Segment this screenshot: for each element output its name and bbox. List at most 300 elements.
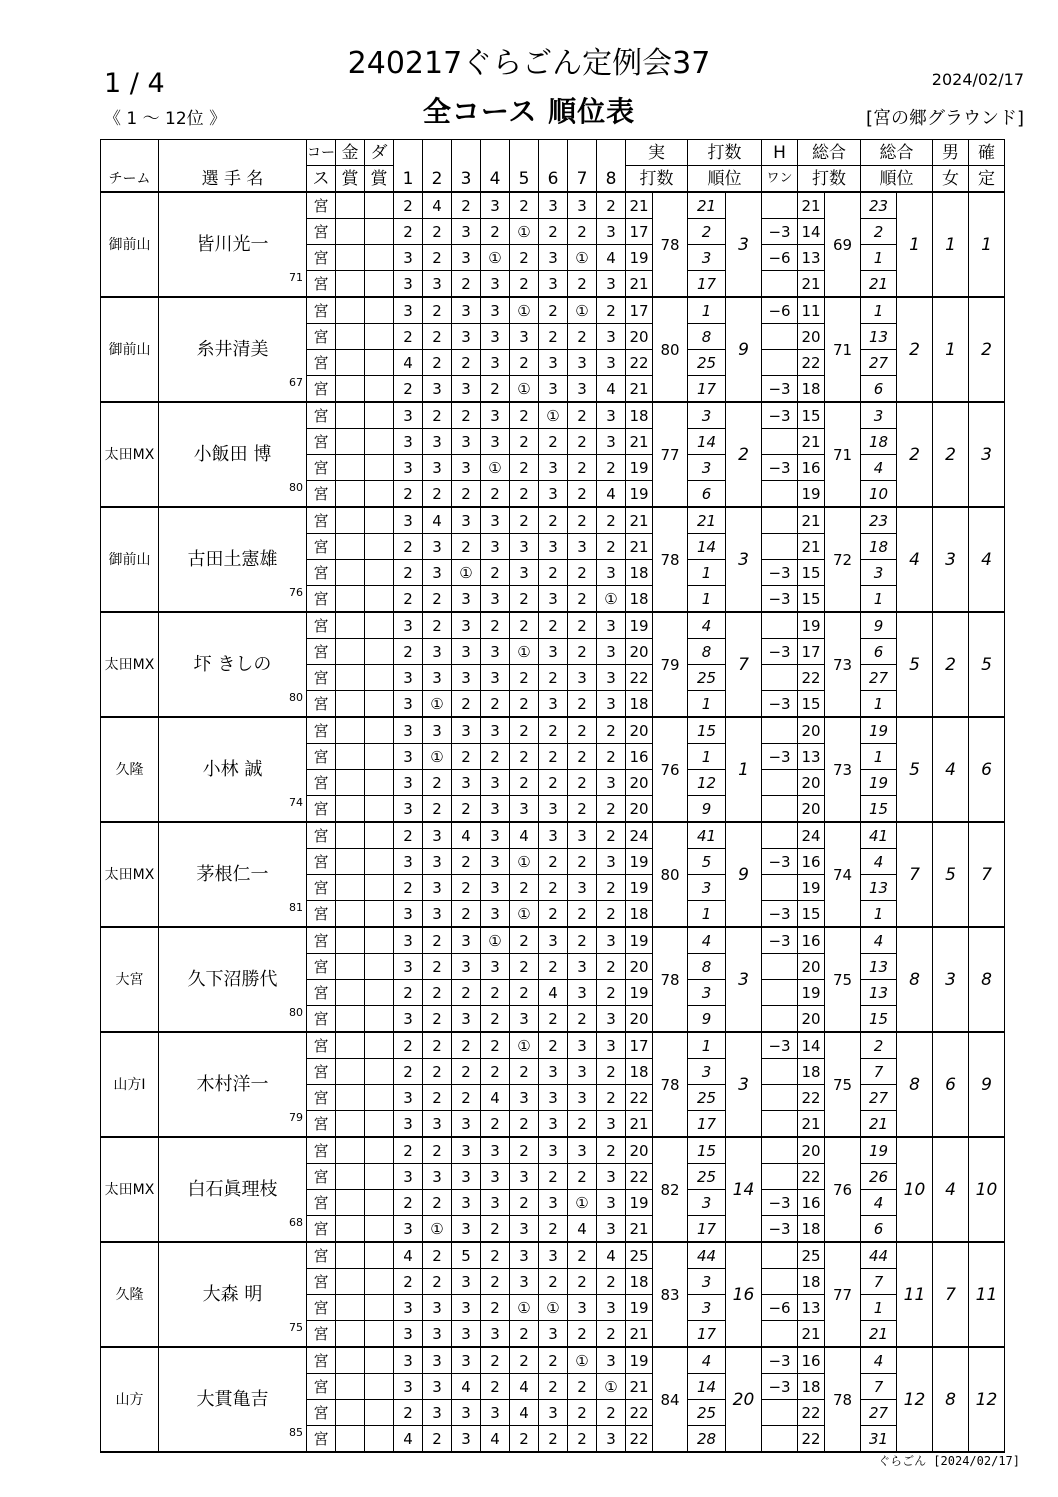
header-course-top: コー xyxy=(307,140,336,166)
stroke-rank: 7 xyxy=(726,612,762,717)
course-cell: 宮 xyxy=(307,901,336,928)
da-prize-cell xyxy=(365,1242,394,1269)
hole-score: 2 xyxy=(481,1295,510,1321)
da-prize-cell xyxy=(365,691,394,718)
hole-score: 3 xyxy=(394,1085,423,1111)
hole-score: 3 xyxy=(481,770,510,796)
player-name: 大貫亀吉 xyxy=(196,1388,269,1410)
round-total-rank: 1 xyxy=(861,744,897,770)
hole-score: ① xyxy=(510,1032,539,1059)
footer-credit: ぐらごん [2024/02/17] xyxy=(878,1454,1020,1468)
hole-score: 4 xyxy=(452,1374,481,1400)
header-total-bot: 打数 xyxy=(798,166,861,193)
course-cell: 宮 xyxy=(307,1295,336,1321)
da-prize-cell xyxy=(365,1006,394,1033)
hole-score: 3 xyxy=(394,1216,423,1243)
hole-score: 2 xyxy=(481,744,510,770)
da-prize-cell xyxy=(365,1216,394,1243)
round-sum: 21 xyxy=(626,1321,653,1348)
hole-score: 3 xyxy=(394,1164,423,1190)
round-total: 22 xyxy=(798,1085,825,1111)
hole-score: 2 xyxy=(568,1400,597,1426)
hole-score: 2 xyxy=(394,219,423,245)
rank-range: 《 1 〜 12位 》 xyxy=(104,109,227,129)
header-trank-bot: 順位 xyxy=(861,166,933,193)
hole-in-one: −3 xyxy=(762,744,798,770)
round-sum: 19 xyxy=(626,245,653,271)
hole-score: 2 xyxy=(597,1137,626,1164)
header-hole-5: 5 xyxy=(510,140,539,193)
round-sum: 16 xyxy=(626,744,653,770)
hole-score: 2 xyxy=(510,612,539,639)
hole-in-one: −3 xyxy=(762,586,798,613)
da-prize-cell xyxy=(365,875,394,901)
hole-score: 3 xyxy=(597,665,626,691)
round-rank: 17 xyxy=(688,376,726,403)
round-total: 20 xyxy=(798,1137,825,1164)
round-total: 20 xyxy=(798,796,825,823)
round-rank: 3 xyxy=(688,980,726,1006)
hole-score: 2 xyxy=(423,586,452,613)
hole-score: 3 xyxy=(539,376,568,403)
header-final-top: 確 xyxy=(969,140,1005,166)
hole-score: 2 xyxy=(597,192,626,219)
hole-in-one: −3 xyxy=(762,927,798,954)
hole-score: 3 xyxy=(597,927,626,954)
hole-score: 2 xyxy=(481,219,510,245)
hole-score: 2 xyxy=(394,639,423,665)
final-rank: 7 xyxy=(969,822,1005,927)
da-prize-cell xyxy=(365,245,394,271)
hole-score: 2 xyxy=(510,927,539,954)
hole-score: 3 xyxy=(423,429,452,455)
total-strokes: 72 xyxy=(825,507,861,612)
hole-score: 3 xyxy=(394,1295,423,1321)
round-total-rank: 1 xyxy=(861,691,897,718)
hole-score: 2 xyxy=(568,429,597,455)
hole-score: 3 xyxy=(394,271,423,298)
gold-prize-cell xyxy=(336,1347,365,1374)
round-total-rank: 19 xyxy=(861,770,897,796)
gold-prize-cell xyxy=(336,1059,365,1085)
total-rank: 12 xyxy=(897,1347,933,1452)
hole-score: 3 xyxy=(394,744,423,770)
round-rank: 3 xyxy=(688,1269,726,1295)
da-prize-cell xyxy=(365,901,394,928)
header-hole-1: 1 xyxy=(394,140,423,193)
course-cell: 宮 xyxy=(307,639,336,665)
total-rank: 1 xyxy=(897,192,933,297)
course-cell: 宮 xyxy=(307,376,336,403)
gold-prize-cell xyxy=(336,192,365,219)
course-cell: 宮 xyxy=(307,875,336,901)
hole-score: 3 xyxy=(539,1242,568,1269)
hole-score: 3 xyxy=(452,665,481,691)
hole-score: ① xyxy=(423,691,452,718)
round-total: 20 xyxy=(798,770,825,796)
round-total: 18 xyxy=(798,1374,825,1400)
hole-score: 2 xyxy=(510,507,539,534)
hole-score: 3 xyxy=(423,1164,452,1190)
total-rank: 11 xyxy=(897,1242,933,1347)
gold-prize-cell xyxy=(336,954,365,980)
hole-score: 2 xyxy=(568,691,597,718)
hole-in-one xyxy=(762,1426,798,1453)
hole-score: 3 xyxy=(423,717,452,744)
round-sum: 20 xyxy=(626,324,653,350)
course-cell: 宮 xyxy=(307,927,336,954)
gold-prize-cell xyxy=(336,1374,365,1400)
header-hole-8: 8 xyxy=(597,140,626,193)
hole-score: 2 xyxy=(423,1242,452,1269)
hole-score: 2 xyxy=(568,612,597,639)
round-rank: 1 xyxy=(688,560,726,586)
round-total-rank: 13 xyxy=(861,954,897,980)
round-total: 15 xyxy=(798,691,825,718)
hole-score: 2 xyxy=(568,455,597,481)
round-sum: 17 xyxy=(626,1032,653,1059)
round-rank: 14 xyxy=(688,534,726,560)
gold-prize-cell xyxy=(336,1426,365,1453)
da-prize-cell xyxy=(365,1295,394,1321)
hole-score: 2 xyxy=(539,1269,568,1295)
hole-score: 2 xyxy=(394,192,423,219)
hole-score: 2 xyxy=(539,1374,568,1400)
hole-score: 2 xyxy=(568,1426,597,1453)
hole-score: 2 xyxy=(452,481,481,508)
gold-prize-cell xyxy=(336,1269,365,1295)
hole-score: 2 xyxy=(481,691,510,718)
hole-score: 3 xyxy=(597,1216,626,1243)
hole-score: 2 xyxy=(597,875,626,901)
round-sum: 21 xyxy=(626,507,653,534)
hole-score: 2 xyxy=(539,770,568,796)
hole-score: 3 xyxy=(539,586,568,613)
round-sum: 25 xyxy=(626,1242,653,1269)
hole-score: 3 xyxy=(597,350,626,376)
actual-strokes: 78 xyxy=(653,507,688,612)
hole-score: 2 xyxy=(423,980,452,1006)
total-strokes: 78 xyxy=(825,1347,861,1452)
hole-in-one xyxy=(762,980,798,1006)
stroke-rank: 2 xyxy=(726,402,762,507)
round-rank: 1 xyxy=(688,901,726,928)
gold-prize-cell xyxy=(336,271,365,298)
hole-score: ① xyxy=(510,901,539,928)
round-sum: 17 xyxy=(626,219,653,245)
round-rank: 3 xyxy=(688,402,726,429)
hole-score: 3 xyxy=(539,1085,568,1111)
header-da-bot: 賞 xyxy=(365,166,394,193)
player-handicap: 76 xyxy=(289,586,303,599)
hole-score: 4 xyxy=(597,376,626,403)
gold-prize-cell xyxy=(336,665,365,691)
course-cell: 宮 xyxy=(307,350,336,376)
gold-prize-cell xyxy=(336,849,365,875)
hole-score: 3 xyxy=(452,639,481,665)
team-cell: 大宮 xyxy=(101,927,159,1032)
hole-score: 4 xyxy=(568,1216,597,1243)
hole-score: 3 xyxy=(568,1137,597,1164)
player-cell xyxy=(159,192,307,297)
round-total-rank: 4 xyxy=(861,455,897,481)
hole-score: 2 xyxy=(510,980,539,1006)
hole-score: 3 xyxy=(510,1085,539,1111)
total-rank: 5 xyxy=(897,612,933,717)
hole-score: 2 xyxy=(539,744,568,770)
hole-score: 3 xyxy=(510,560,539,586)
round-total: 21 xyxy=(798,507,825,534)
venue-name: [宮の郷グラウンド] xyxy=(865,108,1024,129)
header-gender-top: 男 xyxy=(933,140,969,166)
gender-rank: 1 xyxy=(933,192,969,297)
hole-score: 2 xyxy=(452,192,481,219)
stroke-rank: 16 xyxy=(726,1242,762,1347)
hole-score: 2 xyxy=(452,691,481,718)
hole-in-one xyxy=(762,429,798,455)
course-cell: 宮 xyxy=(307,271,336,298)
round-rank: 21 xyxy=(688,507,726,534)
hole-score: 3 xyxy=(452,1137,481,1164)
table-row xyxy=(101,612,1005,639)
hole-score: 2 xyxy=(597,901,626,928)
hole-score: 3 xyxy=(539,1321,568,1348)
actual-strokes: 80 xyxy=(653,297,688,402)
hole-score: 3 xyxy=(481,1321,510,1348)
gold-prize-cell xyxy=(336,1216,365,1243)
table-row xyxy=(101,717,1005,744)
hole-score: 2 xyxy=(539,717,568,744)
gold-prize-cell xyxy=(336,1137,365,1164)
total-rank: 4 xyxy=(897,507,933,612)
course-cell: 宮 xyxy=(307,822,336,849)
hole-score: 3 xyxy=(423,1295,452,1321)
hole-score: 3 xyxy=(423,1374,452,1400)
hole-in-one: −3 xyxy=(762,1216,798,1243)
hole-score: 3 xyxy=(452,927,481,954)
course-cell: 宮 xyxy=(307,219,336,245)
hole-score: 3 xyxy=(423,376,452,403)
hole-score: 2 xyxy=(423,796,452,823)
round-total: 16 xyxy=(798,1347,825,1374)
actual-strokes: 77 xyxy=(653,402,688,507)
gold-prize-cell xyxy=(336,534,365,560)
hole-score: 2 xyxy=(423,1426,452,1453)
da-prize-cell xyxy=(365,1374,394,1400)
hole-score: 3 xyxy=(539,1137,568,1164)
hole-score: 3 xyxy=(394,612,423,639)
hole-score: 3 xyxy=(568,1032,597,1059)
round-total: 18 xyxy=(798,376,825,403)
course-cell: 宮 xyxy=(307,1242,336,1269)
hole-score: 3 xyxy=(452,1295,481,1321)
hole-in-one xyxy=(762,954,798,980)
player-handicap: 74 xyxy=(289,796,303,809)
player-handicap: 75 xyxy=(289,1321,303,1334)
round-total-rank: 27 xyxy=(861,1400,897,1426)
total-rank: 2 xyxy=(897,402,933,507)
header-gender-bot: 女 xyxy=(933,166,969,193)
total-strokes: 71 xyxy=(825,402,861,507)
total-rank: 10 xyxy=(897,1137,933,1242)
hole-in-one xyxy=(762,1085,798,1111)
hole-score: 2 xyxy=(394,1059,423,1085)
header-hole-3: 3 xyxy=(452,140,481,193)
hole-score: 3 xyxy=(394,507,423,534)
course-cell: 宮 xyxy=(307,612,336,639)
da-prize-cell xyxy=(365,324,394,350)
hole-score: 2 xyxy=(568,402,597,429)
course-cell: 宮 xyxy=(307,245,336,271)
hole-score: 2 xyxy=(423,954,452,980)
hole-score: 3 xyxy=(423,901,452,928)
round-total-rank: 13 xyxy=(861,324,897,350)
round-total: 20 xyxy=(798,954,825,980)
round-sum: 19 xyxy=(626,1190,653,1216)
hole-score: 3 xyxy=(568,1085,597,1111)
team-cell: 御前山 xyxy=(101,297,159,402)
round-total-rank: 1 xyxy=(861,1295,897,1321)
hole-score: 3 xyxy=(423,875,452,901)
hole-score: 3 xyxy=(539,691,568,718)
da-prize-cell xyxy=(365,376,394,403)
course-cell: 宮 xyxy=(307,324,336,350)
hole-score: 3 xyxy=(394,429,423,455)
gold-prize-cell xyxy=(336,1032,365,1059)
hole-score: 3 xyxy=(539,822,568,849)
round-sum: 17 xyxy=(626,297,653,324)
hole-score: 2 xyxy=(394,534,423,560)
round-total-rank: 27 xyxy=(861,1085,897,1111)
table-row xyxy=(101,822,1005,849)
hole-score: 3 xyxy=(597,1111,626,1138)
hole-in-one: −3 xyxy=(762,1190,798,1216)
round-rank: 25 xyxy=(688,1164,726,1190)
round-total: 16 xyxy=(798,849,825,875)
header-actual-bot: 打数 xyxy=(626,166,688,193)
hole-score: 2 xyxy=(481,1242,510,1269)
round-total: 14 xyxy=(798,1032,825,1059)
da-prize-cell xyxy=(365,1269,394,1295)
hole-score: 2 xyxy=(423,1059,452,1085)
table-row xyxy=(101,192,1005,219)
hole-score: 3 xyxy=(423,1111,452,1138)
final-rank: 12 xyxy=(969,1347,1005,1452)
hole-score: 2 xyxy=(423,297,452,324)
hole-score: 2 xyxy=(510,429,539,455)
actual-strokes: 84 xyxy=(653,1347,688,1452)
hole-score: 2 xyxy=(568,324,597,350)
hole-in-one xyxy=(762,1137,798,1164)
hole-score: 2 xyxy=(597,507,626,534)
hole-score: 2 xyxy=(481,1059,510,1085)
round-total: 16 xyxy=(798,927,825,954)
da-prize-cell xyxy=(365,1347,394,1374)
hole-score: 3 xyxy=(452,1006,481,1033)
hole-score: 2 xyxy=(423,1085,452,1111)
hole-score: 2 xyxy=(510,455,539,481)
gold-prize-cell xyxy=(336,744,365,770)
gold-prize-cell xyxy=(336,1190,365,1216)
header-hole-2: 2 xyxy=(423,140,452,193)
total-rank: 2 xyxy=(897,297,933,402)
round-rank: 9 xyxy=(688,796,726,823)
page-subtitle: 全コース 順位表 xyxy=(422,95,636,128)
da-prize-cell xyxy=(365,770,394,796)
round-rank: 3 xyxy=(688,1190,726,1216)
hole-score: 2 xyxy=(510,744,539,770)
hole-score: 2 xyxy=(423,245,452,271)
hole-score: 2 xyxy=(568,639,597,665)
hole-score: 3 xyxy=(539,192,568,219)
hole-score: 3 xyxy=(568,376,597,403)
stroke-rank: 3 xyxy=(726,192,762,297)
final-rank: 6 xyxy=(969,717,1005,822)
round-rank: 25 xyxy=(688,350,726,376)
hole-score: 4 xyxy=(394,350,423,376)
round-total-rank: 1 xyxy=(861,901,897,928)
course-cell: 宮 xyxy=(307,717,336,744)
round-total-rank: 21 xyxy=(861,1111,897,1138)
final-rank: 9 xyxy=(969,1032,1005,1137)
round-sum: 21 xyxy=(626,1374,653,1400)
round-sum: 20 xyxy=(626,770,653,796)
header-rank-bot: 順位 xyxy=(688,166,762,193)
da-prize-cell xyxy=(365,1137,394,1164)
gold-prize-cell xyxy=(336,1111,365,1138)
hole-score: 2 xyxy=(568,796,597,823)
da-prize-cell xyxy=(365,1321,394,1348)
total-strokes: 73 xyxy=(825,612,861,717)
final-rank: 3 xyxy=(969,402,1005,507)
hole-score: 3 xyxy=(539,1059,568,1085)
round-rank: 15 xyxy=(688,1137,726,1164)
hole-score: 3 xyxy=(597,691,626,718)
actual-strokes: 78 xyxy=(653,192,688,297)
hole-score: 2 xyxy=(568,927,597,954)
gold-prize-cell xyxy=(336,717,365,744)
hole-score: 2 xyxy=(423,481,452,508)
hole-score: 2 xyxy=(597,1269,626,1295)
gold-prize-cell xyxy=(336,822,365,849)
hole-score: 3 xyxy=(452,429,481,455)
hole-score: 2 xyxy=(539,954,568,980)
round-sum: 21 xyxy=(626,1216,653,1243)
player-cell xyxy=(159,1137,307,1242)
hole-score: 2 xyxy=(568,219,597,245)
player-name: 古田土憲雄 xyxy=(187,548,278,570)
course-cell: 宮 xyxy=(307,744,336,770)
hole-score: 2 xyxy=(510,1426,539,1453)
hole-score: ① xyxy=(597,1374,626,1400)
hole-in-one xyxy=(762,1111,798,1138)
final-rank: 10 xyxy=(969,1137,1005,1242)
player-cell xyxy=(159,297,307,402)
total-strokes: 77 xyxy=(825,1242,861,1347)
course-cell: 宮 xyxy=(307,1137,336,1164)
round-rank: 17 xyxy=(688,1111,726,1138)
gender-rank: 2 xyxy=(933,612,969,717)
da-prize-cell xyxy=(365,560,394,586)
hole-score: 2 xyxy=(568,507,597,534)
hole-score: 4 xyxy=(510,1374,539,1400)
course-cell: 宮 xyxy=(307,1400,336,1426)
hole-score: 3 xyxy=(452,1111,481,1138)
round-total: 13 xyxy=(798,1295,825,1321)
hole-score: 2 xyxy=(539,612,568,639)
round-total: 19 xyxy=(798,481,825,508)
hole-score: 2 xyxy=(452,350,481,376)
